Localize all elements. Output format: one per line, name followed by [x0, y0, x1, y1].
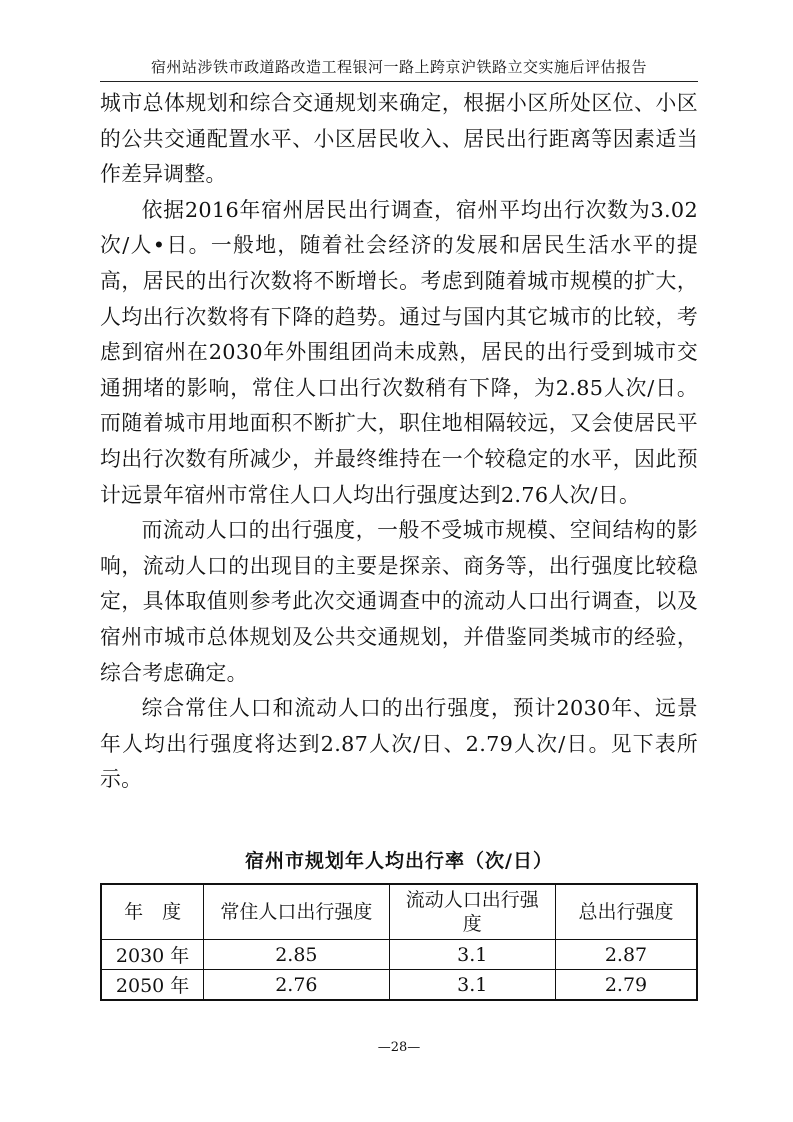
table-row [101, 970, 697, 1001]
trip-rate-table [100, 883, 698, 1001]
paragraph-3: 而流动人口的出行强度，一般不受城市规模、空间结构的影响，流动人口的出现目的主要是探亲、商务等，出行强度比较稳定，具体取值则参考此次交通调查中的流动人口出行调查，以及宿州市城市总体规划及公共交通规划，并借鉴同类城市的经验，综合考虑确定。 [100, 518, 698, 685]
cell-resident-rate: 2.85 [204, 940, 389, 970]
table-title: 宿州市规划年人均出行率（次/日） [245, 850, 553, 872]
page-number: —28— [377, 1040, 421, 1055]
cell-floating-rate: 3.1 [389, 940, 555, 970]
paragraph-1: 城市总体规划和综合交通规划来确定，根据小区所处区位、小区的公共交通配置水平、小区居民收入、居民出行距离等因素适当作差异调整。 [100, 91, 698, 187]
header-floating-rate: 流动人口出行强度 [389, 884, 555, 940]
header-rule [100, 81, 698, 82]
paragraph-4: 综合常住人口和流动人口的出行强度，预计2030年、远景年人均出行强度将达到2.87人次/日、2.79人次/日。见下表所示。 [100, 696, 698, 792]
header-year: 年 度 [101, 884, 204, 940]
header-total-rate: 总出行强度 [555, 884, 697, 940]
running-header: 宿州站涉铁市政道路改造工程银河一路上跨京沪铁路立交实施后评估报告 [150, 58, 647, 76]
cell-total-rate: 2.87 [555, 940, 697, 970]
table-header-row [101, 884, 697, 940]
body-text [100, 86, 698, 798]
cell-floating-rate: 3.1 [389, 970, 555, 1001]
paragraph-2: 依据2016年宿州居民出行调查，宿州平均出行次数为3.02次/人•日。一般地，随着社会经济的发展和居民生活水平的提高，居民的出行次数将不断增长。考虑到随着城市规模的扩大，人均出行次数将有下降的趋势。通过与国内其它城市的比较，考虑到宿州在2030年外围组团尚未成熟，居民的出行受到城市交通拥堵的影响，常住人口出行次数稍有下降，为2.85人次/日。而随着城市用地面积不断扩大，职住地相隔较远，又会使居民平均出行次数有所减少，并最终维持在一个较稳定的水平，因此预计远景年宿州市常住人口人均出行强度达到2.76人次/日。 [100, 197, 698, 507]
header-resident-rate: 常住人口出行强度 [204, 884, 389, 940]
cell-year: 2050 年 [101, 970, 204, 1001]
cell-year: 2030 年 [101, 940, 204, 970]
cell-total-rate: 2.79 [555, 970, 697, 1001]
cell-resident-rate: 2.76 [204, 970, 389, 1001]
table-row [101, 940, 697, 970]
